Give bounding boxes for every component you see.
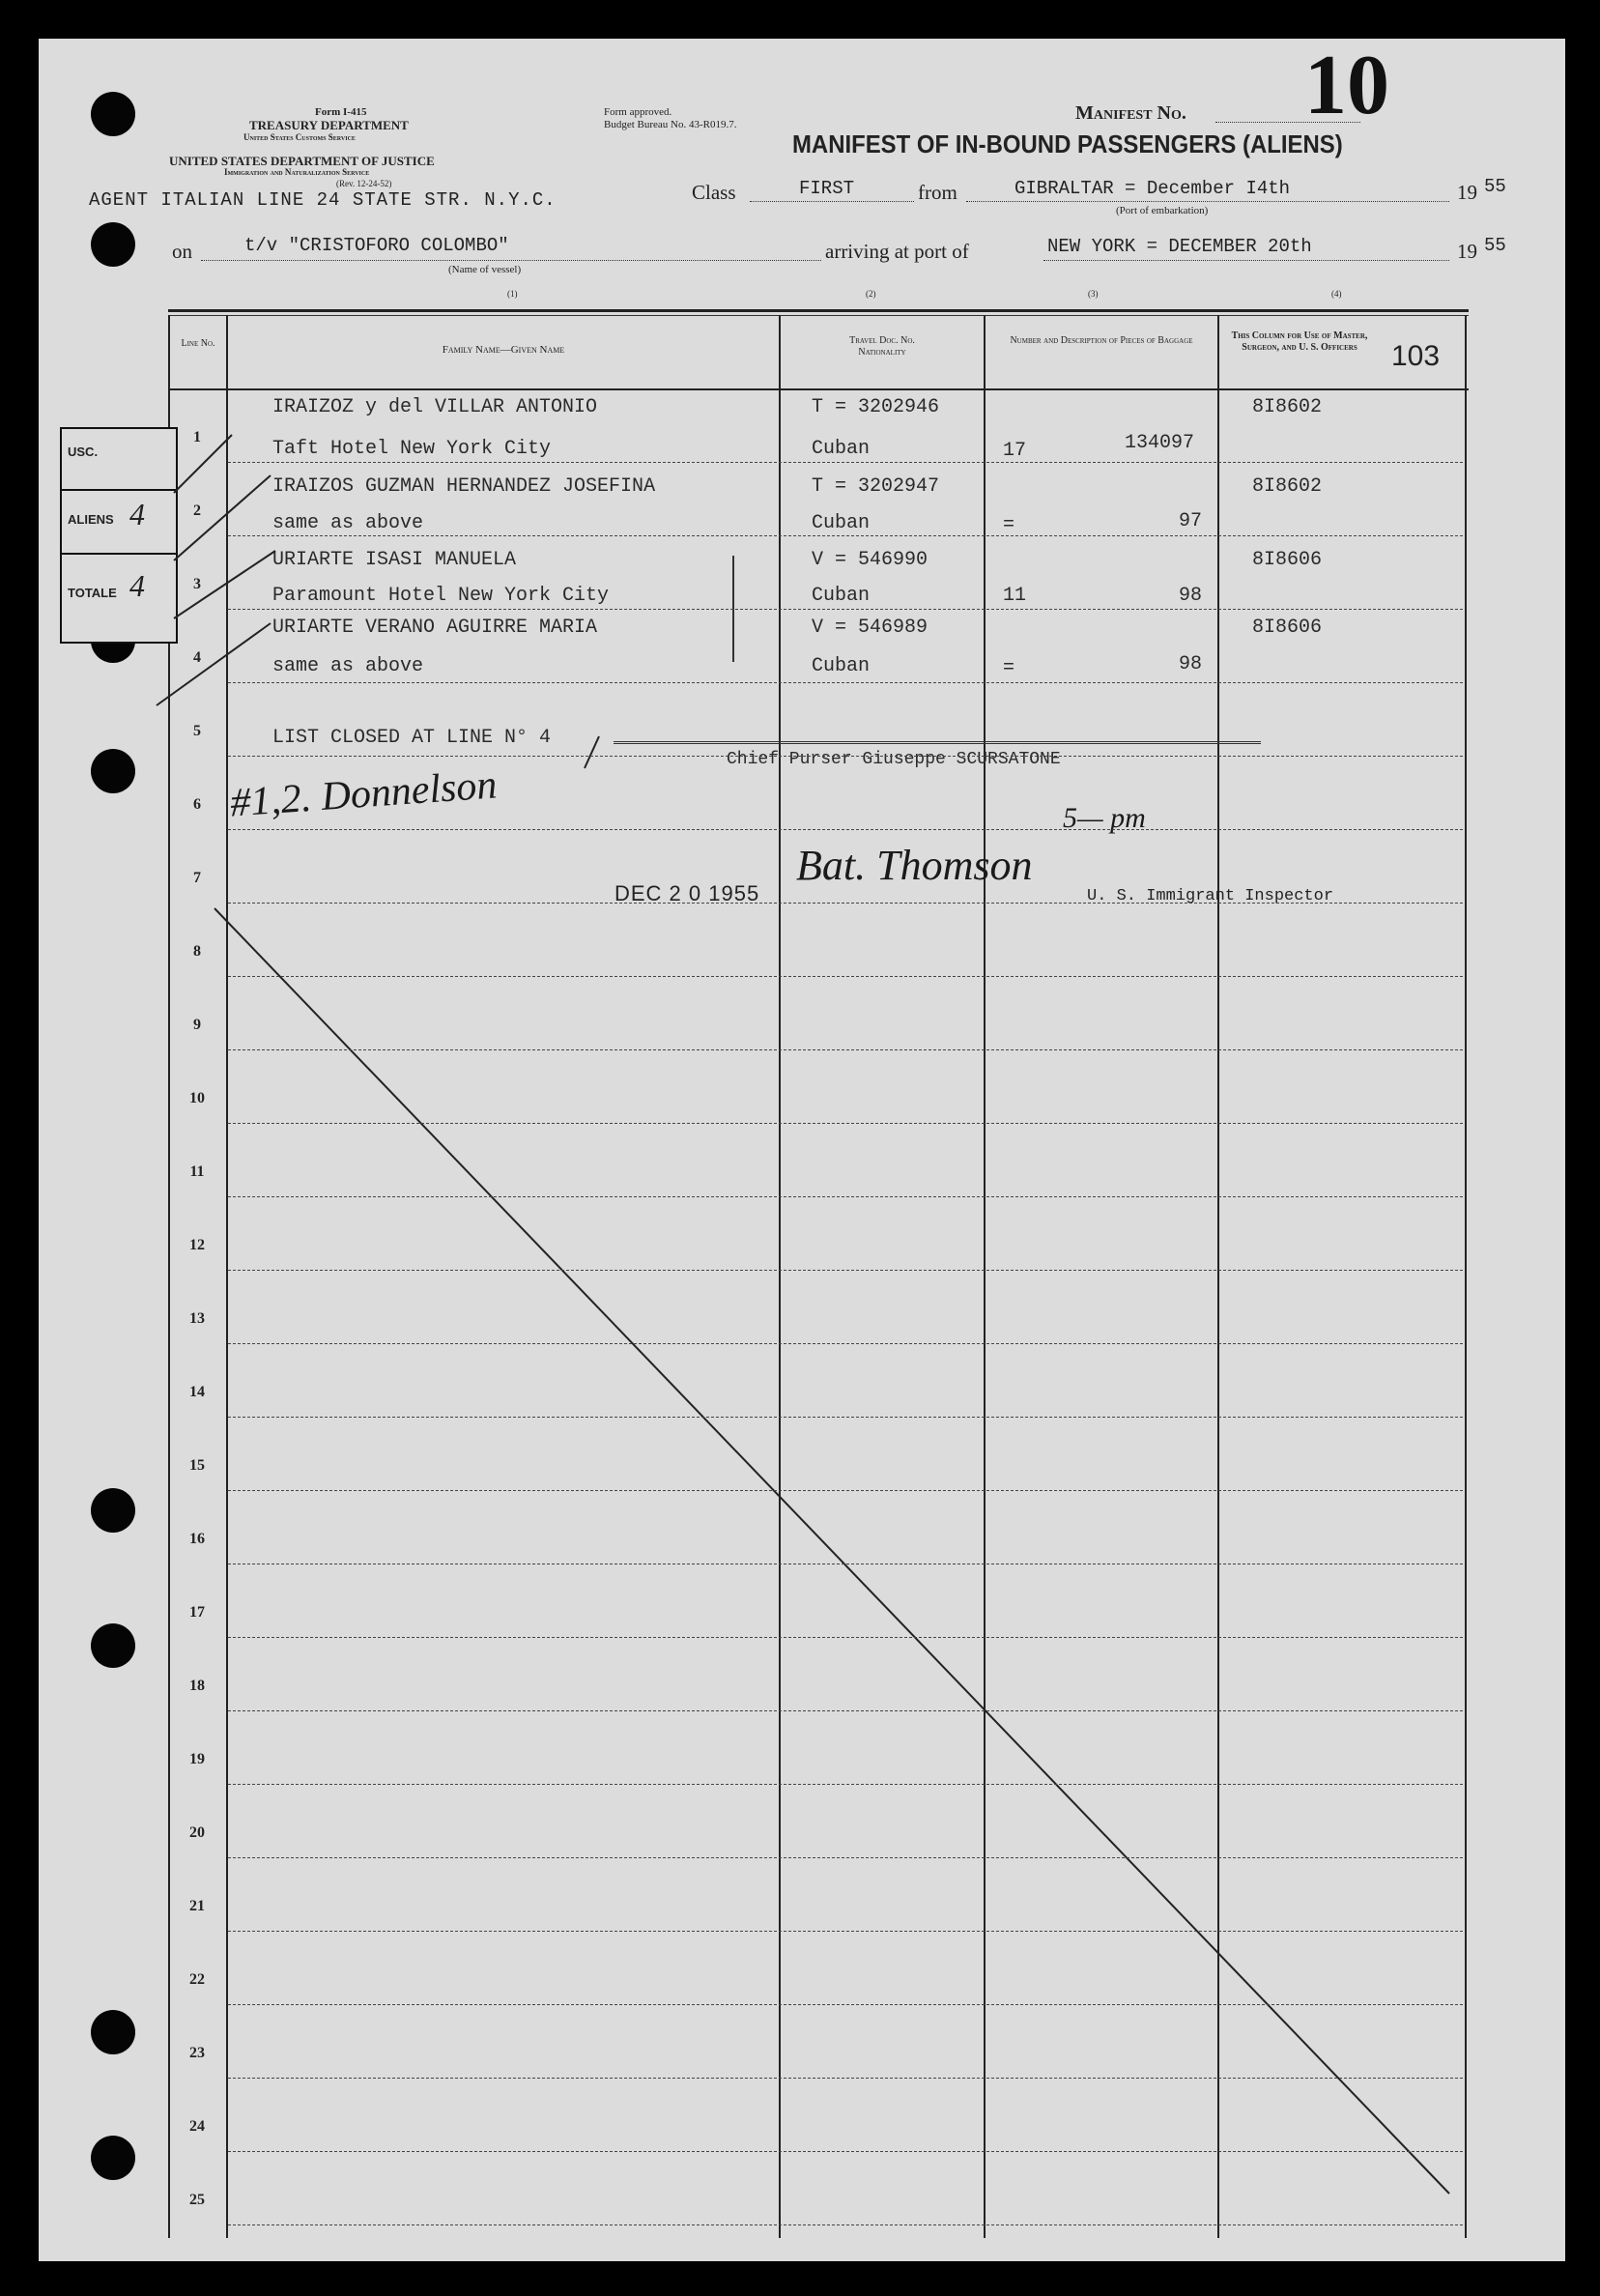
passenger-3-baggage: 98	[1179, 585, 1203, 607]
header-baggage: Number and Description of Pieces of Baggage	[1010, 335, 1193, 346]
line-number: 12	[189, 1237, 205, 1253]
row-rule	[228, 682, 1463, 683]
line-number: 14	[189, 1384, 205, 1400]
handwritten-time: 5— pm	[1063, 802, 1146, 834]
line-number: 4	[193, 649, 201, 666]
line-number: 16	[189, 1531, 205, 1547]
passenger-3-officer: 8I8606	[1252, 549, 1323, 571]
row-rule	[228, 1857, 1463, 1858]
manifest-label: Manifest No.	[1075, 102, 1186, 124]
arriving-year-prefix: 19	[1457, 240, 1477, 263]
tally-aliens-label: ALIENS	[68, 512, 114, 527]
passenger-2-officer: 8I8602	[1252, 475, 1323, 498]
passenger-4-address: same as above	[272, 655, 424, 677]
on-label: on	[172, 240, 192, 263]
line-number: 10	[189, 1090, 205, 1106]
row-rule	[228, 1196, 1463, 1197]
vessel-name: t/v "CRISTOFORO COLOMBO"	[244, 235, 509, 256]
class-label: Class	[692, 181, 736, 204]
line-number: 25	[189, 2192, 205, 2208]
row-rule	[228, 1417, 1463, 1418]
col-num-1: (1)	[507, 289, 518, 299]
row-rule	[228, 2078, 1463, 2079]
header-officers: This Column for Use of Master, Surgeon, and U. S. Officers	[1231, 330, 1368, 353]
tally-usc-label: USC.	[68, 445, 99, 459]
header-name: Family Name—Given Name	[442, 344, 565, 356]
row-rule	[228, 535, 1463, 536]
tally-totale-label: TOTALE	[68, 586, 117, 600]
passenger-2-nationality: Cuban	[812, 512, 871, 534]
passenger-2-address: same as above	[272, 512, 424, 534]
line-number: 17	[189, 1604, 205, 1621]
check-mark	[585, 736, 599, 768]
port-embark-caption: (Port of embarkation)	[1116, 205, 1209, 216]
passenger-2-baggage: 97	[1179, 510, 1203, 532]
passenger-1-nationality: Cuban	[812, 438, 871, 460]
form-approved: Form approved.	[604, 106, 672, 118]
passenger-3-address: Paramount Hotel New York City	[272, 585, 610, 607]
inspector-signature: Bat. Thomson	[796, 842, 1033, 889]
tally-aliens-value: 4	[129, 497, 145, 531]
line-number: 1	[193, 429, 201, 445]
arriving-value: NEW YORK = DECEMBER 20th	[1047, 236, 1312, 257]
purser-name: Chief Purser Giuseppe SCURSATONE	[727, 750, 1061, 769]
row-rule	[228, 462, 1463, 463]
row-rule	[228, 829, 1463, 830]
passenger-4-officer: 8I8606	[1252, 617, 1323, 639]
passenger-3-nationality: Cuban	[812, 585, 871, 607]
line-number: 9	[193, 1017, 201, 1033]
passenger-4-baggage: 98	[1179, 653, 1203, 675]
line-number: 22	[189, 1971, 205, 1988]
page-number: 103	[1391, 340, 1441, 372]
line-number: 24	[189, 2118, 205, 2135]
line-number: 13	[189, 1310, 205, 1327]
line-number: 20	[189, 1824, 205, 1841]
row-rule	[228, 1123, 1463, 1124]
handwritten-note: #1,2. Donnelson	[228, 762, 499, 826]
arriving-label: arriving at port of	[825, 240, 969, 263]
agent-line: AGENT ITALIAN LINE 24 STATE STR. N.Y.C.	[89, 189, 557, 211]
inspector-title: U. S. Immigrant Inspector	[1087, 887, 1334, 905]
customs-service: United States Customs Service	[243, 132, 356, 142]
header-travel-doc: Travel Doc. No. Nationality	[849, 335, 915, 358]
manifest-title: MANIFEST OF IN-BOUND PASSENGERS (ALIENS)	[792, 129, 1343, 158]
passenger-1-baggage: 134097	[1125, 432, 1195, 454]
row-rule	[228, 2151, 1463, 2152]
line-number: 7	[193, 870, 201, 886]
passenger-4-name: URIARTE VERANO AGUIRRE MARIA	[272, 617, 598, 639]
row-rule	[228, 1343, 1463, 1344]
from-label: from	[918, 181, 957, 204]
vessel-caption: (Name of vessel)	[448, 264, 522, 275]
row-rule	[228, 1710, 1463, 1711]
col-num-2: (2)	[866, 289, 876, 299]
row-rule	[228, 1931, 1463, 1932]
from-value: GIBRALTAR = December I4th	[1014, 178, 1291, 199]
manifest-number: 10	[1304, 39, 1389, 132]
line-number: 23	[189, 2045, 205, 2061]
row-rule	[228, 609, 1463, 610]
passenger-1-address: Taft Hotel New York City	[272, 438, 552, 460]
from-year: 55	[1484, 176, 1506, 197]
line-number: 6	[193, 796, 201, 813]
form-number: Form I-415	[315, 106, 367, 118]
row-rule	[228, 1637, 1463, 1638]
col-num-3: (3)	[1088, 289, 1099, 299]
row-rule	[228, 756, 1463, 757]
row-rule	[228, 1784, 1463, 1785]
line-number: 18	[189, 1678, 205, 1694]
passenger-3-pieces: 11	[1003, 585, 1027, 607]
passenger-3-doc: V = 546990	[812, 549, 929, 571]
arriving-year: 55	[1484, 235, 1506, 256]
tally-totale-value: 4	[129, 568, 145, 603]
passenger-3-name: URIARTE ISASI MANUELA	[272, 549, 517, 571]
date-stamp: DEC 2 0 1955	[614, 881, 760, 905]
row-rule	[228, 2224, 1463, 2225]
row-rule	[228, 1270, 1463, 1271]
passenger-1-name: IRAIZOZ y del VILLAR ANTONIO	[272, 396, 598, 418]
line-number: 5	[193, 723, 201, 739]
class-value: FIRST	[799, 178, 855, 199]
line-number: 8	[193, 943, 201, 960]
header-line-no: Line No.	[181, 338, 215, 349]
passenger-1-pieces: 17	[1003, 440, 1027, 462]
form-revision: (Rev. 12-24-52)	[336, 179, 392, 188]
line-number: 2	[193, 502, 201, 519]
passenger-4-doc: V = 546989	[812, 617, 929, 639]
list-closed: LIST CLOSED AT LINE N° 4	[272, 727, 552, 749]
passenger-2-name: IRAIZOS GUZMAN HERNANDEZ JOSEFINA	[272, 475, 656, 498]
line-number: 21	[189, 1898, 205, 1914]
from-year-prefix: 19	[1457, 181, 1477, 204]
ins-service: Immigration and Naturalization Service	[224, 167, 370, 177]
cancel-diagonal-line	[214, 908, 1449, 2194]
row-rule	[228, 2004, 1463, 2005]
line-number: 15	[189, 1457, 205, 1474]
manifest-page	[39, 39, 1565, 2261]
col-num-4: (4)	[1331, 289, 1342, 299]
row-rule	[228, 903, 1463, 904]
passenger-2-pieces: =	[1003, 514, 1015, 536]
budget-bureau: Budget Bureau No. 43-R019.7.	[604, 119, 737, 130]
passenger-4-pieces: =	[1003, 657, 1015, 679]
passenger-1-doc: T = 3202946	[812, 396, 940, 418]
line-number: 19	[189, 1751, 205, 1767]
annotation-lines	[39, 39, 1565, 2261]
passenger-4-nationality: Cuban	[812, 655, 871, 677]
row-rule	[228, 1490, 1463, 1491]
passenger-2-doc: T = 3202947	[812, 475, 940, 498]
passenger-1-officer: 8I8602	[1252, 396, 1323, 418]
treasury-dept: TREASURY DEPARTMENT	[249, 118, 409, 132]
row-rule	[228, 976, 1463, 977]
justice-dept: UNITED STATES DEPARTMENT OF JUSTICE	[169, 154, 435, 168]
row-rule	[228, 1049, 1463, 1050]
line-number: 11	[189, 1163, 205, 1180]
line-number: 3	[193, 576, 201, 592]
